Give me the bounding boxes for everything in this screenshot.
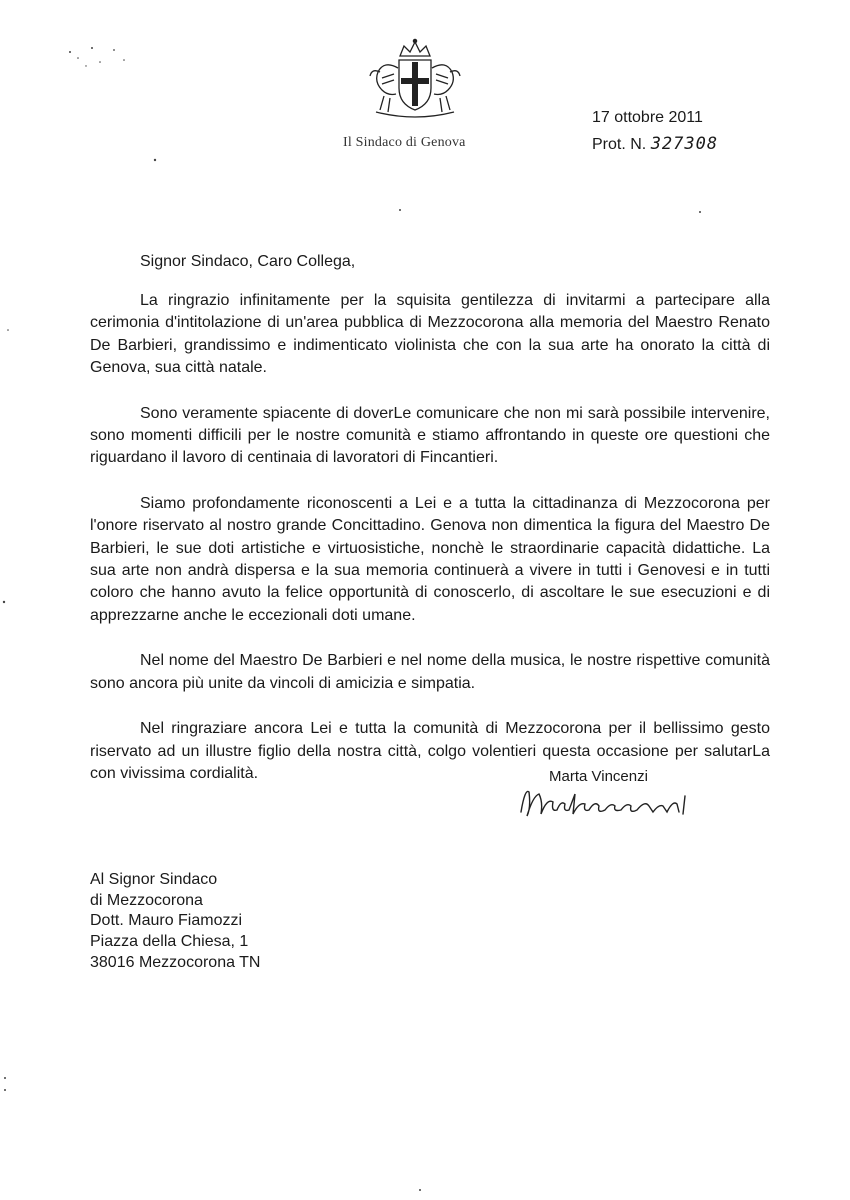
mayor-office-caption: Il Sindaco di Genova — [343, 135, 466, 150]
address-line: Al Signor Sindaco — [90, 871, 218, 888]
signer-name: Marta Vincenzi — [549, 768, 648, 785]
protocol-number: 327308 — [650, 134, 719, 154]
paragraph: Nel ringraziare ancora Lei e tutta la comunità di Mezzocorona per il bellissimo gesto riservato ad un illustre figlio della nostra città, colgo volentieri questa occasione per salutarLa con vivissima cordialità. — [90, 720, 770, 782]
letter-body — [90, 290, 770, 808]
protocol-line — [592, 134, 718, 154]
genova-coat-of-arms-icon — [366, 38, 464, 120]
address-line: Piazza della Chiesa, 1 — [90, 933, 249, 951]
address-line: di Mezzocorona — [90, 891, 203, 909]
address-line: Dott. Mauro Fiamozzi — [90, 912, 243, 930]
salutation: Signor Sindaco, Caro Collega, — [140, 253, 356, 270]
paragraph: Nel nome del Maestro De Barbieri e nel nome della musica, le nostre rispettive comunità sono ancora più unite da vincoli di amicizia e simpatia. — [90, 652, 770, 692]
paragraph: La ringrazio infinitamente per la squisita gentilezza di invitarmi a partecipare alla cerimonia d'intitolazione di un'area pubblica di Mezzocorona alla memoria del Maestro Renato De Barbieri, grandissimo e indimenticato violinista che con la sua arte ha onorato la città di Genova, sua città natale. — [90, 292, 770, 377]
protocol-label: Prot. N. — [592, 136, 647, 153]
paragraph: Siamo profondamente riconoscenti a Lei e a tutta la cittadinanza di Mezzocorona per l'onore riservato al nostro grande Concittadino. Genova non dimentica la figura del Maestro De Barbieri, le sue doti artistiche e virtuosistiche, nonchè le straordinarie capacità didattiche. La sua arte non andrà dispersa e la sua memoria continuerà a vivere in tutti i Genovesi e in tutti coloro che hanno avuto la felice opportunità di conoscerlo, di ascoltare le sue esecuzioni e di apprezzarne anche le eccezionali doti umane. — [90, 494, 770, 624]
recipient-address — [90, 870, 260, 974]
address-line: 38016 Mezzocorona TN — [90, 953, 261, 971]
handwritten-signature — [517, 782, 697, 822]
paragraph: Sono veramente spiacente di doverLe comunicare che non mi sarà possibile intervenire, sono momenti difficili per le nostre comunità e stiamo affrontando in queste ore questioni che riguardano il lavoro di centinaia di lavoratori di Fincantieri. — [90, 404, 770, 467]
letter-date: 17 ottobre 2011 — [592, 109, 703, 126]
